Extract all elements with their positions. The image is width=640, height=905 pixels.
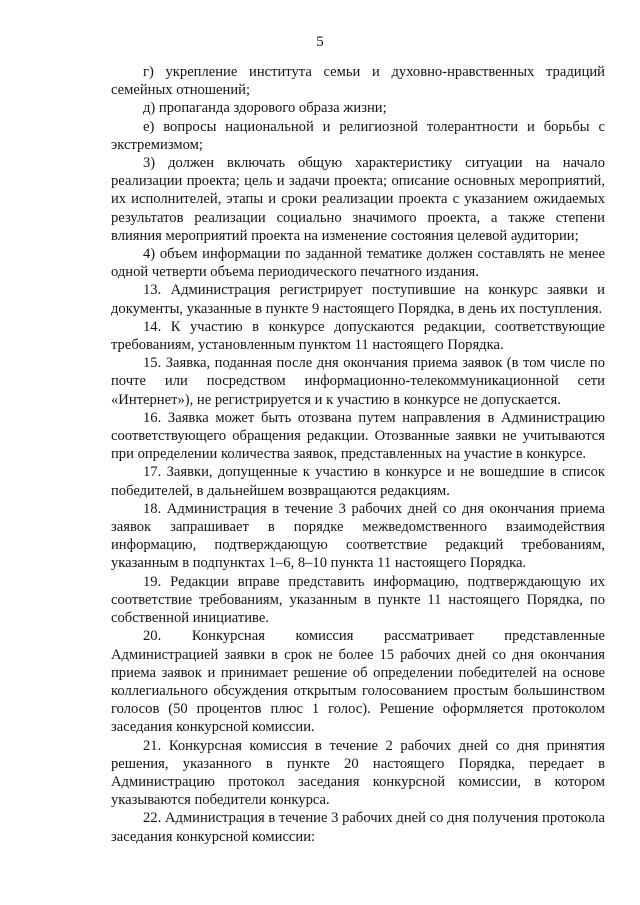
paragraph-point-15: 15. Заявка, поданная после дня окончания приема заявок (в том числе по почте или посредством информационно-телекоммуникационной сети «Интернет»), не регистрируется и к участию в конкурсе не допускается. xyxy=(111,355,605,408)
paragraph-item-d: д) пропаганда здорового образа жизни; xyxy=(143,100,387,117)
paragraph-point-16: 16. Заявка может быть отозвана путем направления в Администрацию соответствующего обращения редакции. Отозванные заявки не учитываются при определении количества заявок, представленных на участие в конкурсе. xyxy=(111,409,605,463)
paragraph-item-e: е) вопросы национальной и религиозной толерантности и борьбы с экстремизмом; xyxy=(111,118,605,153)
paragraph-point-17: 17. Заявки, допущенные к участию в конкурсе и не вошедшие в список победителей, в дальнейшем возвращаются редакциям. xyxy=(111,464,605,499)
paragraph-subitem-3: 3) должен включать общую характеристику ситуации на начало реализации проекта; цель и задачи проекта; описание основных мероприятий, их исполнителей, этапы и сроки реализации проекта с указанием ожидаемых результатов реализации социально значимого проекта, а также степени влияния мероприятий проекта на изменение состояния целевой аудитории; xyxy=(111,155,605,244)
paragraph-point-21: 21. Конкурсная комиссия в течение 2 рабочих дней со дня принятия решения, указанного в пункте 20 настоящего Порядка, передает в Администрацию протокол заседания конкурсной комиссии, в котором указываются победители конкурса. xyxy=(111,737,605,809)
paragraph-point-20: 20. Конкурсная комиссия рассматривает представленные Администрацией заявки в срок не более 15 рабочих дней со дня окончания приема заявок и принимает решение об определении победителей на основе коллегиального обсуждения открытым голосованием простым большинством голосов (50 процентов плюс 1 голос). Решение оформляется протоколом заседания конкурсной комиссии. xyxy=(111,628,605,736)
paragraph-item-g: г) укрепление института семьи и духовно-нравственных традиций семейных отношений; xyxy=(111,64,605,99)
paragraph-point-22: 22. Администрация в течение 3 рабочих дней со дня получения протокола заседания конкурсной комиссии: xyxy=(111,810,605,845)
paragraph-point-18: 18. Администрация в течение 3 рабочих дней со дня окончания приема заявок запрашивает в порядке межведомственного взаимодействия информацию, подтверждающую соответствие редакций требованиям, указанным в подпунктах 1–6, 8–10 пункта 11 настоящего Порядка. xyxy=(111,500,605,572)
paragraph-point-14: 14. К участию в конкурсе допускаются редакции, соответствующие требованиям, установленным пунктом 11 настоящего Порядка. xyxy=(111,318,605,354)
page-number: 5 xyxy=(316,34,324,50)
paragraph-point-19: 19. Редакции вправе представить информацию, подтверждающую их соответствие требованиям, указанным в пункте 11 настоящего Порядка, по собственной инициативе. xyxy=(111,573,605,627)
paragraph-point-13: 13. Администрация регистрирует поступившие на конкурс заявки и документы, указанные в пункте 9 настоящего Порядка, в день их поступления. xyxy=(111,282,605,317)
document-body xyxy=(111,63,605,846)
paragraph-subitem-4: 4) объем информации по заданной тематике должен составлять не менее одной четверти объема периодического печатного издания. xyxy=(111,246,605,281)
